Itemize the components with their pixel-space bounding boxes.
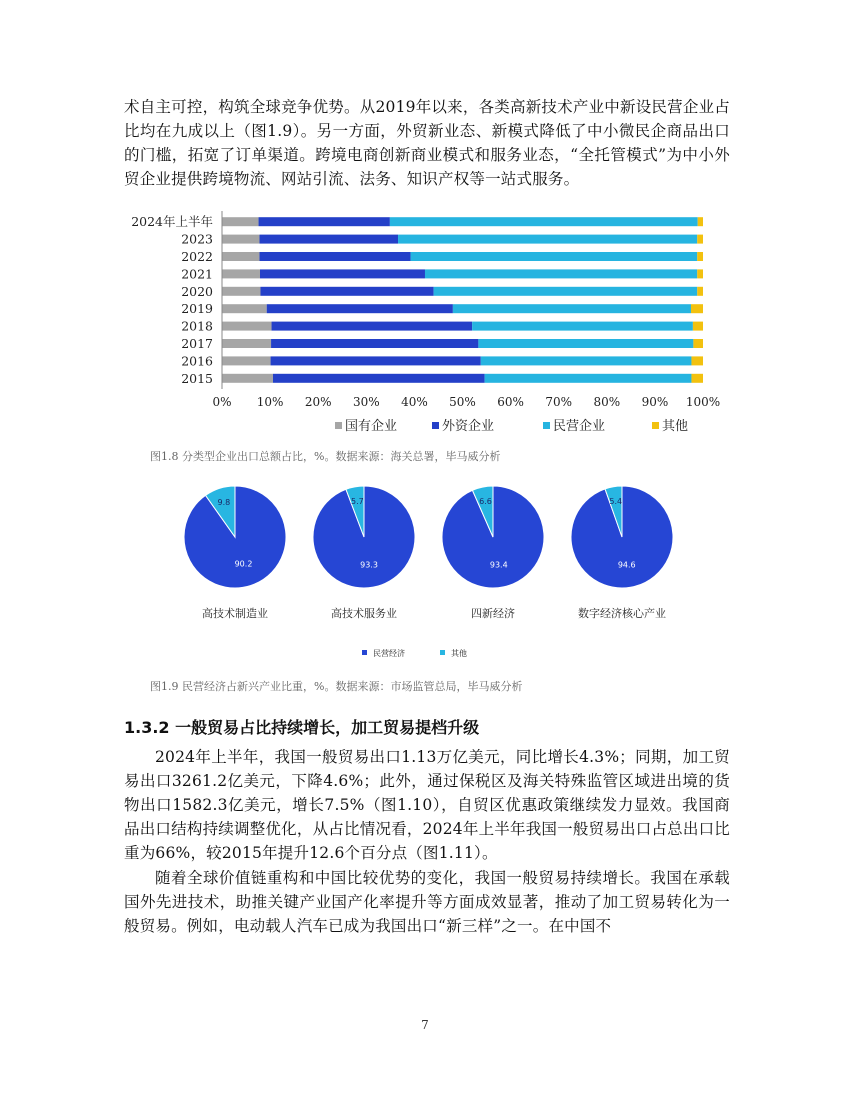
bar-segment-1 [260, 252, 411, 261]
category-label: 2021 [181, 266, 213, 282]
pie-value-private: 93.4 [489, 560, 508, 570]
bar-segment-3 [693, 339, 703, 348]
bar-segment-1 [259, 217, 390, 226]
legend-swatch [543, 422, 550, 429]
legend-swatch [432, 422, 439, 429]
pie-title: 数字经济核心产业 [578, 607, 666, 620]
bar-segment-0 [222, 217, 259, 226]
bar-segment-0 [222, 374, 273, 383]
pie-value-private: 90.2 [234, 559, 253, 569]
bar-segment-2 [481, 356, 692, 365]
category-label: 2024年上半年 [131, 214, 213, 230]
stacked-bar-chart [110, 205, 730, 440]
bar-segment-0 [222, 287, 260, 296]
legend-swatch [652, 422, 659, 429]
category-label: 2018 [181, 318, 213, 334]
x-tick-label: 50% [449, 395, 476, 409]
x-tick-label: 70% [545, 395, 573, 409]
pie-legend-label: 其他 [451, 649, 467, 658]
pie-value-other: 5.7 [351, 496, 364, 506]
pie-title: 四新经济 [471, 607, 515, 620]
bar-segment-1 [272, 322, 473, 331]
bar-segment-0 [222, 235, 260, 244]
x-tick-label: 20% [304, 395, 332, 409]
pie-charts [150, 480, 710, 670]
pie-value-private: 94.6 [617, 560, 636, 570]
pie-legend-swatch [440, 650, 445, 655]
figure-1-8-caption: 图1.8 分类型企业出口总额占比，%。数据来源：海关总署，毕马威分析 [150, 450, 501, 463]
bar-segment-0 [222, 322, 272, 331]
section-heading: 1.3.2 一般贸易占比持续增长，加工贸易提档升级 [124, 718, 480, 737]
bar-segment-0 [222, 252, 260, 261]
bar-segment-1 [260, 235, 399, 244]
bar-segment-0 [222, 339, 271, 348]
bar-segment-3 [697, 287, 703, 296]
category-label: 2016 [181, 353, 213, 369]
bar-segment-1 [271, 356, 481, 365]
x-tick-label: 40% [401, 395, 428, 409]
x-tick-label: 30% [352, 395, 380, 409]
bar-segment-1 [273, 374, 485, 383]
bar-segment-0 [222, 269, 260, 278]
bar-segment-3 [698, 217, 703, 226]
category-label: 2023 [181, 231, 213, 247]
legend-swatch [335, 422, 342, 429]
pie-legend-label: 民营经济 [373, 649, 405, 658]
bar-segment-1 [267, 304, 453, 313]
bar-segment-3 [691, 304, 703, 313]
x-tick-label: 60% [497, 395, 524, 409]
bar-segment-3 [693, 322, 703, 331]
legend-label: 国有企业 [345, 419, 398, 434]
pie-title: 高技术服务业 [331, 607, 397, 620]
pie-title: 高技术制造业 [202, 607, 268, 620]
pie-value-private: 93.3 [360, 560, 378, 570]
x-tick-label: 90% [641, 395, 669, 409]
x-tick-label: 80% [593, 395, 621, 409]
bar-segment-2 [411, 252, 698, 261]
bar-segment-2 [434, 287, 698, 296]
bar-segment-3 [691, 374, 703, 383]
bar-segment-0 [222, 304, 267, 313]
bar-segment-2 [453, 304, 691, 313]
bar-segment-2 [390, 217, 698, 226]
legend-label: 其他 [662, 419, 689, 434]
figure-1-9-caption: 图1.9 民营经济占新兴产业比重，%。数据来源：市场监管总局，毕马威分析 [150, 680, 523, 693]
bar-segment-1 [271, 339, 478, 348]
legend-label: 民营企业 [553, 419, 606, 434]
body-paragraph-2: 随着全球价值链重构和中国比较优势的变化，我国一般贸易持续增长。我国在承载国外先进技术，助推关键产业国产化率提升等方面成效显著，推动了加工贸易转化为一般贸易。例如，电动载人汽车已成为我国出口“新三样”之一。在中国不 [124, 869, 730, 935]
bar-segment-3 [697, 269, 703, 278]
bar-segment-2 [398, 235, 697, 244]
category-label: 2020 [181, 283, 213, 299]
pie-value-other: 5.4 [609, 496, 623, 506]
bar-segment-1 [260, 287, 433, 296]
legend-label: 外资企业 [442, 419, 495, 434]
pie-value-other: 6.6 [479, 497, 492, 507]
bar-segment-0 [222, 356, 271, 365]
category-label: 2015 [181, 370, 213, 386]
category-label: 2017 [181, 336, 213, 351]
x-tick-label: 0% [212, 395, 232, 409]
x-tick-label: 10% [256, 395, 284, 409]
bar-segment-2 [478, 339, 693, 348]
bar-segment-2 [425, 269, 697, 278]
page-number: 7 [421, 1018, 429, 1032]
bar-segment-2 [472, 322, 693, 331]
body-paragraph-1: 2024年上半年，我国一般贸易出口1.13万亿美元，同比增长4.3%；同期，加工贸易出口3261.2亿美元，下降4.6%；此外，通过保税区及海关特殊监管区域进出境的货物出口1582.3亿美元，增长7.5%（图1.10），自贸区优惠政策继续发力显效。我国商品出口结构持续调整优化，从占比情况看，2024年上半年我国一般贸易出口占总出口比重为66%，较2015年提升12.6个百分点（图1.11）。 [124, 748, 730, 862]
pie-legend-swatch [362, 650, 367, 655]
intro-paragraph: 术自主可控，构筑全球竞争优势。从2019年以来，各类高新技术产业中新设民营企业占比均在九成以上（图1.9）。另一方面，外贸新业态、新模式降低了中小微民企商品出口的门槛，拓宽了订单渠道。跨境电商创新商业模式和服务业态，“全托管模式”为中小外贸企业提供跨境物流、网站引流、法务、知识产权等一站式服务。 [124, 98, 730, 188]
bar-segment-1 [260, 269, 425, 278]
pie-value-other: 9.8 [217, 498, 231, 508]
category-label: 2019 [181, 301, 213, 317]
category-label: 2022 [181, 249, 213, 264]
bar-segment-3 [691, 356, 703, 365]
bar-segment-3 [697, 252, 703, 261]
bar-segment-3 [697, 235, 703, 244]
x-tick-label: 100% [685, 395, 721, 409]
bar-segment-2 [485, 374, 692, 383]
